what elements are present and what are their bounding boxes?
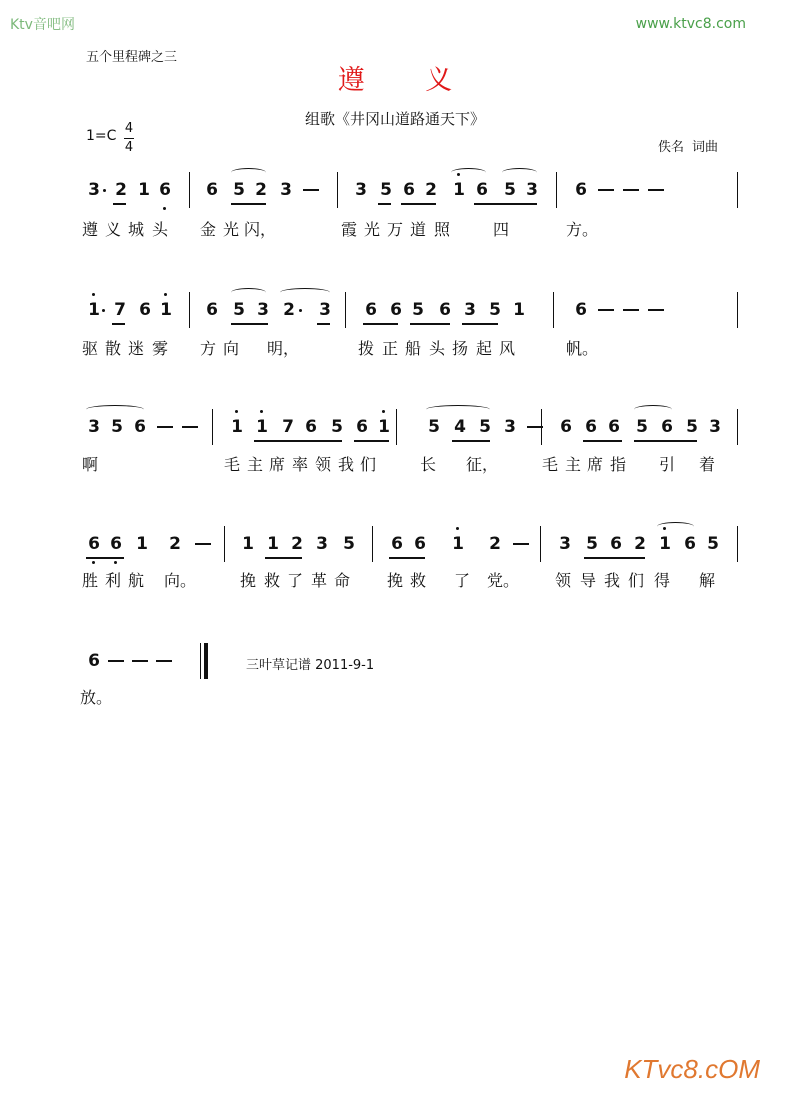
beam-underline — [401, 203, 436, 205]
lyric-char: 胜 — [81, 571, 98, 590]
lyric-char: 主 — [564, 455, 581, 474]
note: 3 — [464, 300, 476, 320]
lyric-char: 扬 — [451, 339, 468, 358]
note: 5 — [504, 180, 516, 200]
note: 5 — [586, 534, 598, 554]
lyric-char: 得 — [653, 571, 670, 590]
note: 1 — [452, 534, 464, 554]
note: 2 — [255, 180, 267, 200]
bar-line — [553, 292, 554, 328]
final-bar-thin — [200, 643, 201, 679]
lyric-char: 照 — [433, 220, 450, 239]
song-title: 遵 义 — [337, 65, 479, 96]
lyric-char: 解 — [698, 571, 715, 590]
note: 6 — [159, 180, 171, 200]
beam-underline — [265, 557, 302, 559]
beam-underline — [584, 557, 645, 559]
note: 6 — [88, 534, 100, 554]
watermark-top-left: Ktv音吧网 — [10, 17, 75, 33]
note: 3 — [88, 180, 100, 200]
lyric-char: 航 — [127, 571, 144, 590]
note: 5 — [343, 534, 355, 554]
note: 5 — [380, 180, 392, 200]
note: 6 — [206, 180, 218, 200]
octave-dot-below — [114, 561, 117, 564]
note: 6 — [391, 534, 403, 554]
note: 6 — [365, 300, 377, 320]
note: 1 — [378, 417, 390, 437]
note: 6 — [575, 300, 587, 320]
lyric-char: 毛 — [541, 455, 558, 474]
lyric-char: 毛 — [223, 455, 240, 474]
note: 6 — [414, 534, 426, 554]
lyric-char: 导 — [579, 571, 596, 590]
note: 7 — [282, 417, 294, 437]
bar-line — [556, 172, 557, 208]
lyric-char: 光 — [363, 220, 380, 239]
rest-dash — [513, 543, 529, 545]
lyric-char: 驱 — [81, 339, 98, 358]
lyric-char: 四 — [492, 220, 509, 239]
slur-arc — [502, 168, 537, 177]
rest-dash — [598, 189, 614, 191]
octave-dot-above — [164, 293, 167, 296]
lyric-char: 闪， — [244, 220, 277, 239]
lyric-char: 义 — [104, 220, 121, 239]
octave-dot-below — [92, 561, 95, 564]
lyric-char: 革 — [310, 571, 327, 590]
note: 3 — [504, 417, 516, 437]
lyric-char: 方。 — [566, 220, 599, 239]
lyric-char: 率 — [291, 455, 308, 474]
note: 1 — [160, 300, 172, 320]
bar-line — [540, 526, 541, 562]
lyric-char: 了 — [453, 571, 470, 590]
transcriber-note: 三叶草记谱 2011-9-1 — [246, 658, 375, 673]
lyric-char: 光 — [222, 220, 239, 239]
note: 3 — [280, 180, 292, 200]
note: 2 — [489, 534, 501, 554]
beam-underline — [474, 203, 537, 205]
bar-line — [737, 172, 738, 208]
beam-underline — [363, 323, 398, 325]
lyric-char: 命 — [333, 571, 350, 590]
note: 6 — [390, 300, 402, 320]
note: 1 — [138, 180, 150, 200]
lyric-char: 们 — [627, 571, 644, 590]
note: 5 — [111, 417, 123, 437]
octave-dot-above — [382, 410, 385, 413]
octave-dot-above — [92, 293, 95, 296]
note: 2 — [291, 534, 303, 554]
note: 3 — [88, 417, 100, 437]
note: 4 — [454, 417, 466, 437]
rest-dash — [157, 426, 173, 428]
lyric-char: 风 — [498, 339, 515, 358]
time-signature-top: 4 — [124, 121, 134, 136]
bar-line — [737, 292, 738, 328]
lyric-char: 我 — [337, 455, 354, 474]
note: 5 — [331, 417, 343, 437]
slur-arc — [86, 405, 144, 414]
octave-dot-below — [163, 207, 166, 210]
lyric-char: 拨 — [357, 339, 374, 358]
note: 6 — [585, 417, 597, 437]
note: 6 — [88, 651, 100, 671]
note: 5 — [686, 417, 698, 437]
note: 6 — [110, 534, 122, 554]
rest-dash — [156, 660, 172, 662]
augmentation-dot — [102, 309, 105, 312]
credit-author: 佚名 — [657, 140, 684, 155]
note: 6 — [476, 180, 488, 200]
note: 6 — [684, 534, 696, 554]
lyric-char: 挽 — [239, 571, 256, 590]
rest-dash — [195, 543, 211, 545]
lyric-char: 引 — [658, 455, 675, 474]
beam-underline — [354, 440, 389, 442]
note: 6 — [134, 417, 146, 437]
note: 5 — [636, 417, 648, 437]
note: 2 — [283, 300, 295, 320]
lyric-char: 正 — [381, 339, 398, 358]
lyric-char: 起 — [475, 339, 492, 358]
beam-underline — [254, 440, 342, 442]
note: 2 — [634, 534, 646, 554]
lyric-char: 主 — [246, 455, 263, 474]
beam-underline — [452, 440, 490, 442]
credit-role: 词曲 — [691, 140, 718, 155]
beam-underline — [113, 203, 126, 205]
lyric-char: 头 — [151, 220, 168, 239]
lyric-char: 帆。 — [566, 339, 599, 358]
note: 5 — [233, 180, 245, 200]
bar-line — [372, 526, 373, 562]
augmentation-dot — [299, 309, 302, 312]
lyric-char: 霞 — [340, 220, 357, 239]
slur-arc — [451, 168, 486, 177]
rest-dash — [648, 309, 664, 311]
octave-dot-above — [260, 410, 263, 413]
octave-dot-above — [235, 410, 238, 413]
note: 1 — [513, 300, 525, 320]
lyric-char: 席 — [268, 455, 285, 474]
note: 5 — [707, 534, 719, 554]
lyric-char: 领 — [554, 571, 571, 590]
note: 6 — [661, 417, 673, 437]
lyric-char: 救 — [409, 571, 426, 590]
lyric-char: 啊 — [81, 455, 98, 474]
note: 1 — [659, 534, 671, 554]
series-label: 五个里程碑之三 — [86, 50, 178, 65]
slur-arc — [280, 288, 330, 297]
bar-line — [541, 409, 542, 445]
note: 6 — [305, 417, 317, 437]
lyric-char: 方 — [199, 339, 216, 358]
lyric-char: 利 — [104, 571, 121, 590]
note: 7 — [114, 300, 126, 320]
lyric-char: 城 — [127, 220, 144, 239]
bar-line — [345, 292, 346, 328]
lyric-char: 挽 — [386, 571, 403, 590]
lyric-char: 领 — [314, 455, 331, 474]
rest-dash — [108, 660, 124, 662]
lyric-char: 遵 — [81, 220, 98, 239]
note: 1 — [453, 180, 465, 200]
note: 6 — [560, 417, 572, 437]
slur-arc — [231, 168, 266, 177]
song-subtitle: 组歌《井冈山道路通天下》 — [304, 110, 485, 128]
beam-underline — [462, 323, 498, 325]
rest-dash — [132, 660, 148, 662]
note: 1 — [88, 300, 100, 320]
note: 6 — [356, 417, 368, 437]
lyric-char: 征， — [466, 455, 499, 474]
lyric-char: 明， — [267, 339, 300, 358]
bar-line — [396, 409, 397, 445]
note: 2 — [425, 180, 437, 200]
lyric-char: 着 — [698, 455, 715, 474]
lyric-char: 党。 — [487, 571, 520, 590]
note: 5 — [412, 300, 424, 320]
octave-dot-above — [456, 527, 459, 530]
rest-dash — [182, 426, 198, 428]
note: 3 — [559, 534, 571, 554]
note: 6 — [403, 180, 415, 200]
bar-line — [212, 409, 213, 445]
beam-underline — [410, 323, 450, 325]
lyric-char: 万 — [386, 220, 403, 239]
note: 3 — [709, 417, 721, 437]
note: 6 — [439, 300, 451, 320]
beam-underline — [231, 203, 266, 205]
lyric-char: 我 — [603, 571, 620, 590]
note: 6 — [139, 300, 151, 320]
note: 3 — [355, 180, 367, 200]
slur-arc — [634, 405, 672, 414]
note: 5 — [489, 300, 501, 320]
rest-dash — [623, 189, 639, 191]
note: 6 — [610, 534, 622, 554]
lyric-char: 救 — [263, 571, 280, 590]
beam-underline — [231, 323, 268, 325]
slur-arc — [231, 288, 266, 297]
bar-line — [737, 526, 738, 562]
note: 1 — [256, 417, 268, 437]
rest-dash — [303, 189, 319, 191]
note: 5 — [479, 417, 491, 437]
lyric-char: 道 — [409, 220, 426, 239]
bar-line — [189, 292, 190, 328]
beam-underline — [389, 557, 425, 559]
note: 1 — [231, 417, 243, 437]
note: 3 — [526, 180, 538, 200]
lyric-char: 船 — [404, 339, 421, 358]
slur-arc — [426, 405, 490, 414]
rest-dash — [598, 309, 614, 311]
lyric-char: 向。 — [164, 571, 197, 590]
note: 3 — [257, 300, 269, 320]
lyric-char: 放。 — [80, 688, 113, 707]
note: 1 — [242, 534, 254, 554]
note: 1 — [267, 534, 279, 554]
bar-line — [189, 172, 190, 208]
lyric-char: 长 — [419, 455, 436, 474]
beam-underline — [112, 323, 125, 325]
rest-dash — [648, 189, 664, 191]
bar-line — [737, 409, 738, 445]
lyric-char: 指 — [609, 455, 626, 474]
note: 6 — [608, 417, 620, 437]
augmentation-dot — [103, 189, 106, 192]
beam-underline — [634, 440, 697, 442]
note: 3 — [319, 300, 331, 320]
rest-dash — [623, 309, 639, 311]
beam-underline — [86, 557, 124, 559]
note: 3 — [316, 534, 328, 554]
lyric-char: 头 — [428, 339, 445, 358]
note: 1 — [136, 534, 148, 554]
note: 6 — [206, 300, 218, 320]
lyric-char: 席 — [586, 455, 603, 474]
beam-underline — [317, 323, 330, 325]
beam-underline — [378, 203, 391, 205]
lyric-char: 雾 — [151, 339, 168, 358]
key-signature: 1=C — [86, 128, 117, 144]
bar-line — [224, 526, 225, 562]
slur-arc — [657, 522, 694, 531]
lyric-char: 了 — [286, 571, 303, 590]
final-bar-thick — [204, 643, 208, 679]
time-signature-bottom: 4 — [124, 140, 134, 155]
note: 5 — [233, 300, 245, 320]
beam-underline — [583, 440, 622, 442]
note: 5 — [428, 417, 440, 437]
note: 2 — [115, 180, 127, 200]
lyric-char: 迷 — [127, 339, 144, 358]
lyric-char: 金 — [199, 220, 216, 239]
note: 2 — [169, 534, 181, 554]
watermark-bottom-right: KTvc8.cOM — [624, 1054, 760, 1084]
watermark-top-right: www.ktvc8.com — [635, 16, 746, 32]
lyric-char: 散 — [104, 339, 121, 358]
bar-line — [337, 172, 338, 208]
lyric-char: 向 — [222, 339, 239, 358]
note: 6 — [575, 180, 587, 200]
lyric-char: 们 — [359, 455, 376, 474]
